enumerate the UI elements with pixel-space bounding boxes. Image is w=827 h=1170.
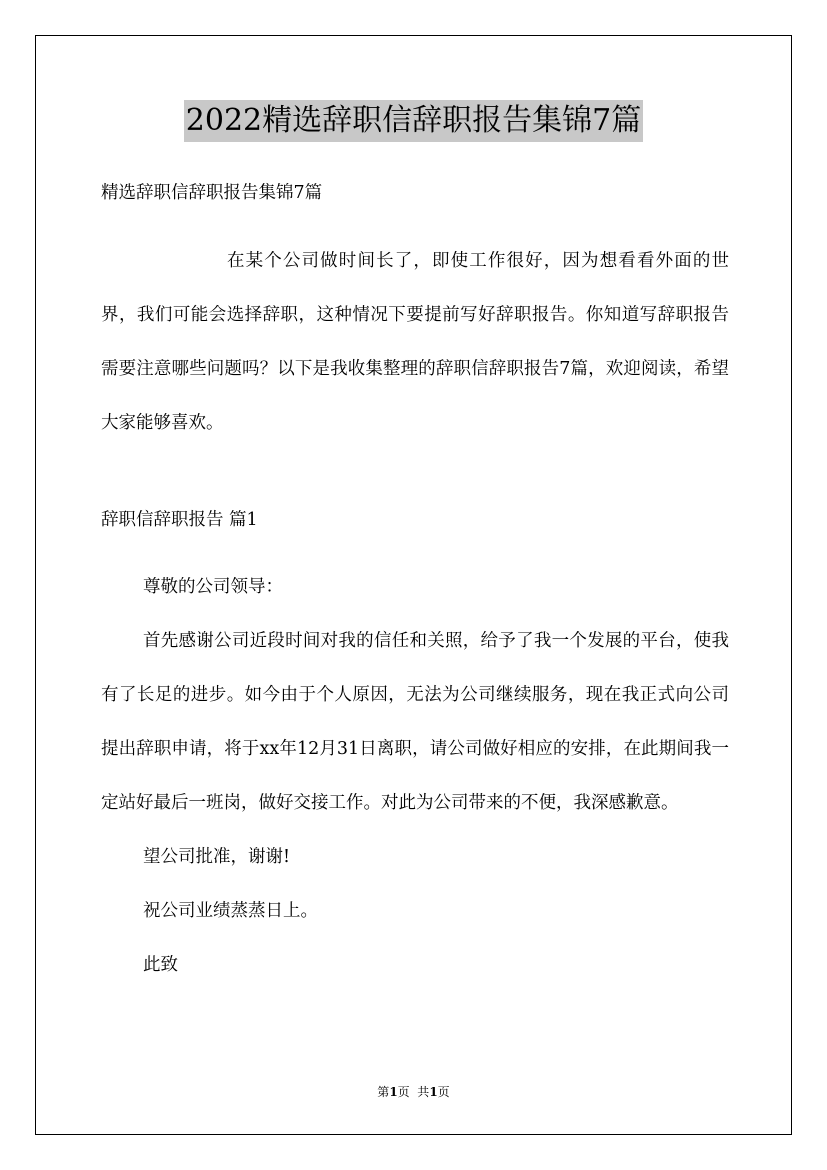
intro-paragraph: 在某个公司做时间长了，即使工作很好，因为想看看外面的世界，我们可能会选择辞职，这种情况下要提前写好辞职报告。你知道写辞职报告需要注意哪些问题吗？以下是我收集整理的辞职信辞职报告7篇，欢迎阅读，希望大家能够喜欢。: [101, 251, 729, 433]
letter-salutation: 尊敬的公司领导：: [143, 577, 283, 597]
letter-main-paragraph: 首先感谢公司近段时间对我的信任和关照，给予了我一个发展的平台，使我有了长足的进步。如今由于个人原因，无法为公司继续服务，现在我正式向公司提出辞职申请，将于xx年12月31日离职，请公司做好相应的安排，在此期间我一定站好最后一班岗，做好交接工作。对此为公司带来的不便，我深感歉意。: [101, 631, 729, 813]
title-container: [0, 100, 827, 142]
footer-page-prefix: 第: [377, 1085, 390, 1099]
letter-request: 望公司批准，谢谢!: [143, 847, 291, 867]
footer-page-mid: 页 共: [397, 1085, 430, 1099]
document-title: 2022精选辞职信辞职报告集锦7篇: [184, 100, 643, 142]
footer-page-suffix: 页: [437, 1085, 450, 1099]
footer-page-total: 1: [429, 1085, 438, 1099]
document-subtitle: 精选辞职信辞职报告集锦7篇: [101, 183, 323, 203]
footer-page-current: 1: [389, 1085, 398, 1099]
letter-closing: 此致: [143, 955, 178, 975]
letter-wish: 祝公司业绩蒸蒸日上。: [143, 901, 318, 921]
page-footer: [0, 1083, 827, 1101]
section-heading: 辞职信辞职报告 篇1: [101, 510, 258, 530]
letter-body: [101, 560, 729, 992]
